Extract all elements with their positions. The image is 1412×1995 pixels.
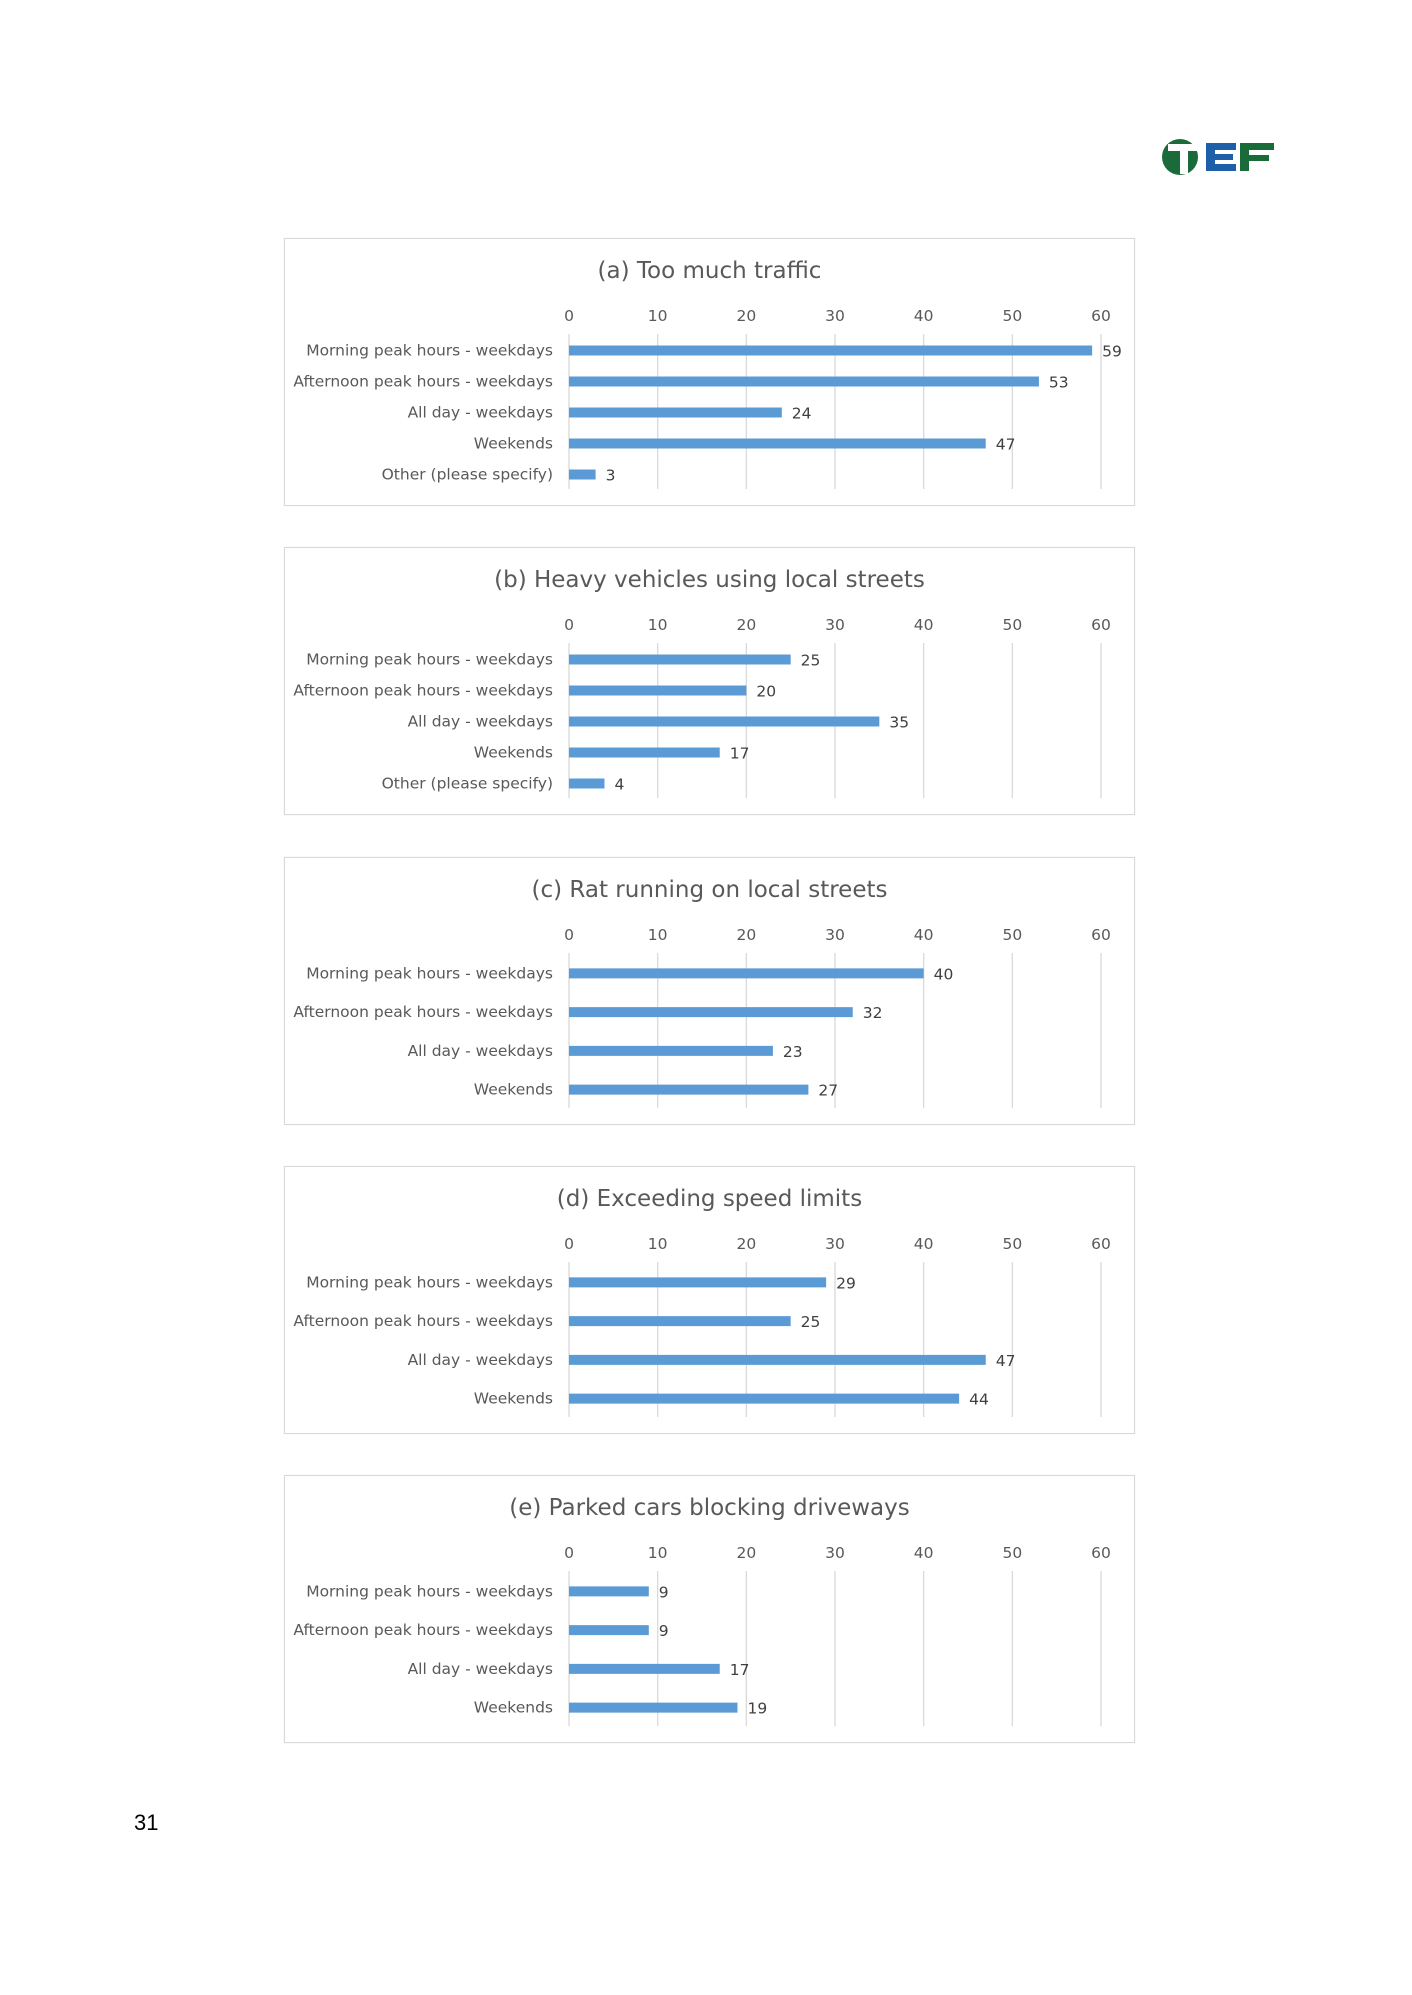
chart-d-bar <box>569 1394 959 1404</box>
chart-a-tick-label: 60 <box>1091 307 1111 325</box>
chart-d-tick-label: 50 <box>1002 1235 1023 1253</box>
chart-d-tick-label: 10 <box>647 1235 668 1253</box>
chart-c-tick-label: 0 <box>564 926 574 944</box>
chart-b-tick-label: 10 <box>647 616 668 634</box>
chart-c-category-label: Morning peak hours - weekdays <box>306 964 553 983</box>
chart-b-data-label: 35 <box>889 713 910 732</box>
chart-e-data-label: 9 <box>658 1622 669 1641</box>
chart-e-tick-label: 0 <box>564 1544 574 1562</box>
chart-a-tick-label: 10 <box>647 307 668 325</box>
chart-a-bar <box>569 439 986 449</box>
chart-d-tick-label: 30 <box>825 1235 845 1253</box>
chart-c-tick-label: 10 <box>647 926 668 944</box>
chart-d-data-label: 29 <box>836 1274 856 1293</box>
chart-a-tick-label: 30 <box>825 307 845 325</box>
chart-e-tick-label: 30 <box>825 1544 845 1562</box>
chart-e-tick-label: 20 <box>736 1544 757 1562</box>
chart-a-bar <box>569 470 596 480</box>
chart-b-category-label: Afternoon peak hours - weekdays <box>293 681 553 700</box>
chart-c-category-label: Afternoon peak hours - weekdays <box>293 1003 553 1022</box>
chart-a-data-label: 24 <box>791 404 812 423</box>
tef-logo <box>1160 135 1285 179</box>
chart-e-data-label: 19 <box>747 1699 768 1718</box>
chart-c-data-label: 32 <box>862 1004 883 1023</box>
chart-b-category-label: Other (please specify) <box>381 774 553 793</box>
chart-b-data-label: 17 <box>729 744 750 763</box>
chart-b-svg <box>285 548 1134 814</box>
chart-d-category-label: Afternoon peak hours - weekdays <box>293 1312 553 1331</box>
chart-c-tick-label: 50 <box>1002 926 1023 944</box>
chart-c-data-label: 23 <box>782 1042 803 1061</box>
chart-a-bar <box>569 377 1039 387</box>
chart-d-tick-label: 60 <box>1091 1235 1111 1253</box>
chart-b-data-label: 4 <box>614 775 625 794</box>
chart-b-bar <box>569 686 746 696</box>
chart-d-category-label: Morning peak hours - weekdays <box>306 1273 553 1292</box>
chart-b-category-label: All day - weekdays <box>407 712 553 731</box>
chart-a-tick-label: 50 <box>1002 307 1023 325</box>
chart-d-data-label: 47 <box>995 1351 1016 1370</box>
chart-a-category-label: Weekends <box>473 434 553 453</box>
chart-a-panel <box>284 238 1135 506</box>
chart-b-panel <box>284 547 1135 815</box>
chart-a-category-label: All day - weekdays <box>407 403 553 422</box>
chart-a-tick-label: 40 <box>913 307 934 325</box>
chart-c-tick-label: 30 <box>825 926 845 944</box>
chart-e-panel <box>284 1475 1135 1743</box>
chart-a-data-label: 3 <box>605 466 616 485</box>
chart-d-svg <box>285 1167 1134 1433</box>
chart-a-category-label: Other (please specify) <box>381 465 553 484</box>
chart-e-category-label: Weekends <box>473 1698 553 1717</box>
chart-c-bar <box>569 1085 808 1095</box>
chart-e-category-label: Morning peak hours - weekdays <box>306 1582 553 1601</box>
chart-e-data-label: 9 <box>658 1583 669 1602</box>
chart-e-bar <box>569 1586 649 1596</box>
chart-c-title: (c) Rat running on local streets <box>531 877 888 903</box>
chart-c-bar <box>569 1046 773 1056</box>
chart-d-title: (d) Exceeding speed limits <box>556 1186 863 1212</box>
chart-c-svg <box>285 858 1134 1124</box>
chart-a-tick-label: 0 <box>564 307 574 325</box>
chart-d-data-label: 25 <box>800 1313 821 1332</box>
chart-b-bar <box>569 655 791 665</box>
chart-a-data-label: 59 <box>1102 342 1122 361</box>
chart-b-tick-label: 50 <box>1002 616 1023 634</box>
chart-b-category-label: Morning peak hours - weekdays <box>306 650 553 669</box>
chart-d-data-label: 44 <box>969 1390 989 1409</box>
chart-a-bar <box>569 408 782 418</box>
chart-c-tick-label: 20 <box>736 926 757 944</box>
chart-b-data-label: 20 <box>756 682 777 701</box>
chart-c-category-label: All day - weekdays <box>407 1041 553 1060</box>
chart-e-svg <box>285 1476 1134 1742</box>
chart-d-bar <box>569 1355 986 1365</box>
chart-a-tick-label: 20 <box>736 307 757 325</box>
page-number: 31 <box>134 1810 159 1835</box>
chart-e-bar <box>569 1664 720 1674</box>
chart-e-data-label: 17 <box>729 1660 750 1679</box>
chart-e-bar <box>569 1703 737 1713</box>
chart-c-data-label: 40 <box>933 965 954 984</box>
chart-d-tick-label: 20 <box>736 1235 757 1253</box>
chart-a-category-label: Afternoon peak hours - weekdays <box>293 372 553 391</box>
chart-c-tick-label: 60 <box>1091 926 1111 944</box>
chart-b-tick-label: 40 <box>913 616 934 634</box>
chart-a-category-label: Morning peak hours - weekdays <box>306 341 553 360</box>
chart-b-category-label: Weekends <box>473 743 553 762</box>
chart-e-tick-label: 40 <box>913 1544 934 1562</box>
chart-a-data-label: 53 <box>1048 373 1069 392</box>
chart-a-title: (a) Too much traffic <box>597 258 822 284</box>
chart-c-tick-label: 40 <box>913 926 934 944</box>
chart-b-tick-label: 60 <box>1091 616 1111 634</box>
chart-e-tick-label: 60 <box>1091 1544 1111 1562</box>
chart-b-tick-label: 20 <box>736 616 757 634</box>
chart-c-panel <box>284 857 1135 1125</box>
chart-d-category-label: Weekends <box>473 1389 553 1408</box>
chart-b-tick-label: 30 <box>825 616 845 634</box>
chart-d-bar <box>569 1316 791 1326</box>
chart-b-bar <box>569 779 604 789</box>
chart-e-title: (e) Parked cars blocking driveways <box>509 1495 910 1521</box>
chart-c-category-label: Weekends <box>473 1080 553 1099</box>
chart-c-bar <box>569 1007 853 1017</box>
chart-b-title: (b) Heavy vehicles using local streets <box>494 567 925 593</box>
chart-e-category-label: All day - weekdays <box>407 1659 553 1678</box>
chart-d-panel <box>284 1166 1135 1434</box>
chart-e-category-label: Afternoon peak hours - weekdays <box>293 1621 553 1640</box>
chart-b-tick-label: 0 <box>564 616 574 634</box>
chart-b-bar <box>569 748 720 758</box>
chart-c-bar <box>569 968 924 978</box>
chart-b-data-label: 25 <box>800 651 821 670</box>
chart-e-tick-label: 10 <box>647 1544 668 1562</box>
chart-d-tick-label: 40 <box>913 1235 934 1253</box>
chart-a-data-label: 47 <box>995 435 1016 454</box>
chart-d-tick-label: 0 <box>564 1235 574 1253</box>
chart-b-bar <box>569 717 879 727</box>
chart-a-bar <box>569 346 1092 356</box>
chart-c-data-label: 27 <box>818 1081 839 1100</box>
chart-e-bar <box>569 1625 649 1635</box>
chart-a-svg <box>285 239 1134 505</box>
chart-d-bar <box>569 1277 826 1287</box>
chart-e-tick-label: 50 <box>1002 1544 1023 1562</box>
chart-d-category-label: All day - weekdays <box>407 1350 553 1369</box>
